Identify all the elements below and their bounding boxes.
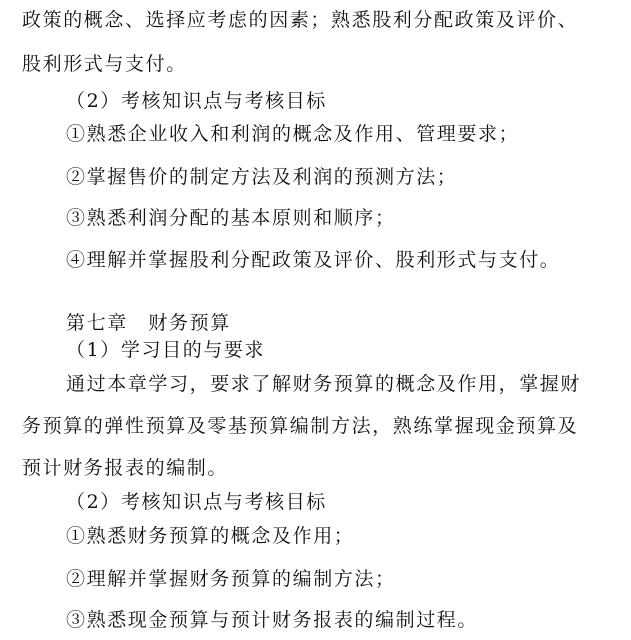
subsection-heading: （2）考核知识点与考核目标 xyxy=(66,491,327,513)
paragraph-line: 务预算的弹性预算及零基预算编制方法，熟练掌握现金预算及 xyxy=(22,415,579,437)
subsection-heading: （2）考核知识点与考核目标 xyxy=(66,90,327,112)
list-item: ③熟悉现金预算与预计财务报表的编制过程。 xyxy=(66,609,479,631)
text-line-continuation: 政策的概念、选择应考虑的因素；熟悉股利分配政策及评价、 xyxy=(22,9,579,31)
text-line-continuation: 股利形式与支付。 xyxy=(22,53,187,75)
paragraph-line: 通过本章学习，要求了解财务预算的概念及作用，掌握财 xyxy=(66,373,582,395)
list-item: ①熟悉财务预算的概念及作用； xyxy=(66,525,355,547)
list-item: ④理解并掌握股利分配政策及评价、股利形式与支付。 xyxy=(66,249,561,271)
list-item: ②掌握售价的制定方法及利润的预测方法； xyxy=(66,166,458,188)
chapter-heading: 第七章 财务预算 xyxy=(66,312,231,334)
list-item: ②理解并掌握财务预算的编制方法； xyxy=(66,568,396,590)
paragraph-line: 预计财务报表的编制。 xyxy=(22,457,229,479)
list-item: ①熟悉企业收入和利润的概念及作用、管理要求； xyxy=(66,123,520,145)
list-item: ③熟悉利润分配的基本原则和顺序； xyxy=(66,207,396,229)
subsection-heading: （1）学习目的与要求 xyxy=(66,339,266,361)
